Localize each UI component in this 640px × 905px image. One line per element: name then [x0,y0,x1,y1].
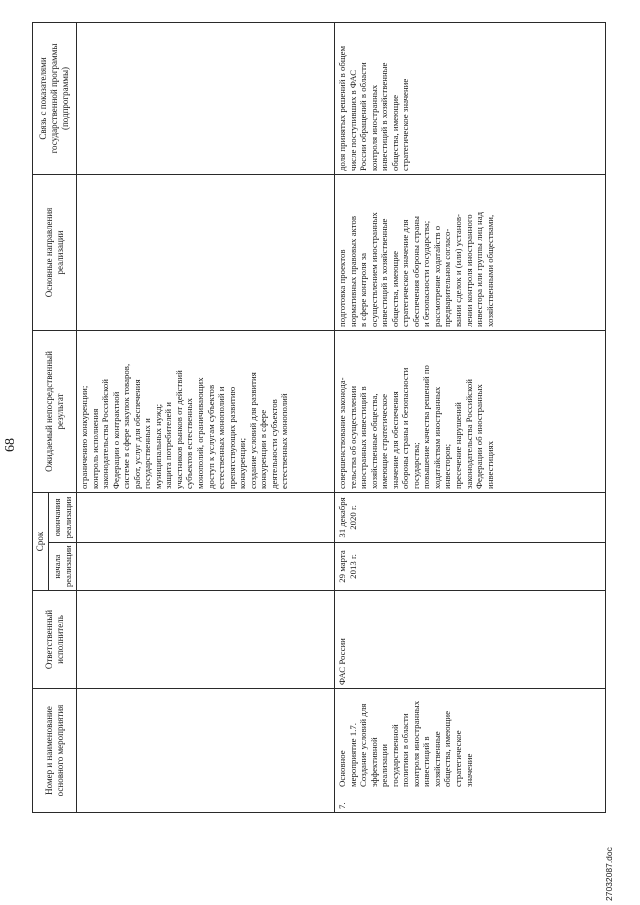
cell-row7-link: доля принятых решений в общем числе поступивших в ФАС России обращений в области контроля иностранных инвестиций в хозяйственные общества, имеющие стратегическое значение [335,22,606,174]
header-number-name: Номер и наименование основного мероприятия [33,689,77,813]
document-code: 27032087.doc [604,847,614,901]
cell-empty [77,174,335,330]
cell-row7-end: 31 декабря 2020 г. [335,492,606,542]
table-row [77,22,335,812]
header-executor: Ответственный исполнитель [33,591,77,689]
row7-name: Основное мероприятие 1.7. Создание условий для эффективной реализации государственной политики в области контроля иностранных инвестиций в хозяйственные общества, имеющие стратегическое значение [337,700,474,787]
cell-row7-directions: подготовка проектов нормативных правовых актов в сфере контроля за осуществлением иностранных инвестиций в хозяйственные общества, имеющие стратегическое значение для обеспечения обороны страны и безопасности государства; рассмотрение ходатайств о предварительном согласо- вании сделок и (или) установ- лении контроля иностранного инвестора или группы лиц над хозяйственными обществами, [335,174,606,330]
header-link: Связь с показателями государственной программы (подпрограммы) [33,22,77,174]
cell-empty [77,22,335,174]
program-table [32,22,606,813]
header-term-end: окончания реализации [49,492,77,542]
table-row [335,22,606,812]
header-term-start: начала реализации [49,543,77,591]
cell-empty [77,492,335,542]
header-term: Срок [33,492,49,590]
header-result: Ожидаемый непосредственный результат [33,330,77,492]
cell-row7-start: 29 марта 2013 г. [335,543,606,591]
header-row [33,22,49,812]
cell-row7-result: совершенствование законода- тельства об осуществлении иностранных инвестиций в хозяйственные общества, имеющие стратегическое значение для обеспечения обороны страны и безопасности государства; повышение качества решений по ходатайствам иностранных инвесторов; пресечение нарушений законодательства Российской Федерации об иностранных инвестициях [335,330,606,492]
row7-number: 7. [337,802,347,809]
cell-empty [77,543,335,591]
page-number: 68 [3,438,18,452]
header-directions: Основные направления реализации [33,174,77,330]
cell-continued-result: ограничению конкуренции; контроль исполнения законодательства Российской Федерации о контрактной системе в сфере закупок товаров, работ, услуг для обеспечения государственных и муниципальных нужд; защита потребителей и участников рынков от действий субъектов естественных монополий, ограничивающих доступ к услугам субъектов естественных монополий и препятствующих развитию конкуренции; создание условий для развития конкуренции в сфере деятельности субъектов естественных монополий [77,330,335,492]
cell-row7-executor: ФАС России [335,591,606,689]
cell-row7-number-name [335,689,606,813]
cell-empty [77,591,335,689]
cell-empty [77,689,335,813]
